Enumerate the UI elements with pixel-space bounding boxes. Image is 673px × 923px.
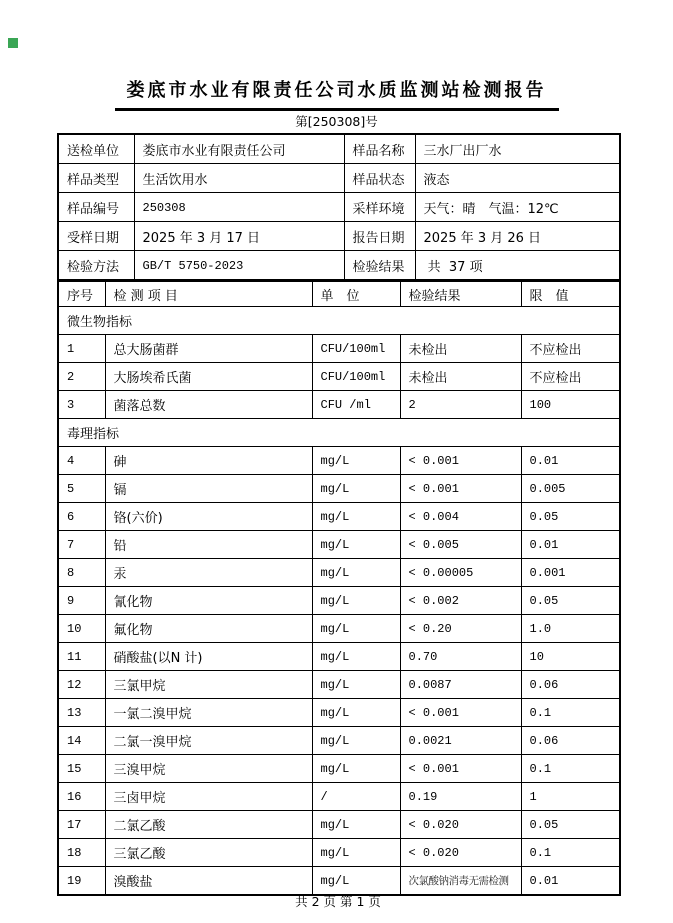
cell-text: 10 bbox=[67, 622, 82, 636]
cell-no bbox=[58, 391, 105, 419]
cell-text: 3 bbox=[67, 398, 75, 412]
cell-text: 13 bbox=[67, 706, 82, 720]
cell-text: 次氯酸钠消毒无需检测 bbox=[408, 875, 509, 887]
cell-text: 0.05 bbox=[529, 818, 559, 832]
cell-text: 0.01 bbox=[529, 538, 559, 552]
cell-limit bbox=[521, 615, 620, 643]
cell-text: mg/L bbox=[320, 678, 350, 692]
cell-no bbox=[58, 615, 105, 643]
info-label-cell bbox=[344, 193, 415, 222]
info-label-cell bbox=[344, 134, 415, 164]
cell-limit bbox=[521, 643, 620, 671]
cell-text: 4 bbox=[67, 454, 75, 468]
info-value-cell bbox=[415, 193, 620, 222]
table-row bbox=[58, 783, 620, 811]
cell-result bbox=[400, 363, 521, 391]
cell-text: 铬(六价) bbox=[113, 511, 163, 526]
report-number: 第[250308]号 bbox=[295, 114, 378, 129]
cell-text: CFU/100ml bbox=[320, 370, 386, 384]
cell-text: < 0.001 bbox=[408, 762, 459, 776]
cell-text: 受样日期 bbox=[67, 230, 120, 246]
cell-text: 未检出 bbox=[408, 343, 448, 358]
info-row bbox=[58, 193, 620, 222]
cell-item bbox=[105, 447, 312, 475]
cell-text: 2 bbox=[67, 370, 75, 384]
page-footer: 共 2 页 第 1 页 bbox=[295, 894, 381, 909]
cell-text: 生活饮用水 bbox=[142, 172, 208, 188]
info-value-cell bbox=[134, 251, 344, 281]
cell-text: < 0.004 bbox=[408, 510, 459, 524]
cell-unit bbox=[312, 727, 400, 755]
cell-limit bbox=[521, 531, 620, 559]
table-row bbox=[58, 363, 620, 391]
cell-text: 氰化物 bbox=[113, 595, 153, 610]
cell-item bbox=[105, 475, 312, 503]
info-label-cell bbox=[58, 193, 134, 222]
cell-no bbox=[58, 531, 105, 559]
cell-item bbox=[105, 727, 312, 755]
info-value-cell bbox=[415, 164, 620, 193]
cell-no bbox=[58, 475, 105, 503]
cell-text: 汞 bbox=[113, 567, 127, 582]
cell-text: 16 bbox=[67, 790, 82, 804]
cell-text: 0.001 bbox=[529, 566, 566, 580]
cell-limit bbox=[521, 811, 620, 839]
cell-item bbox=[105, 335, 312, 363]
cell-text: 6 bbox=[67, 510, 75, 524]
cell-result bbox=[400, 335, 521, 363]
cell-text: mg/L bbox=[320, 566, 350, 580]
cell-no bbox=[58, 503, 105, 531]
cell-text: 铅 bbox=[113, 539, 127, 554]
cell-item bbox=[105, 811, 312, 839]
cell-limit bbox=[521, 755, 620, 783]
cell-text: mg/L bbox=[320, 510, 350, 524]
cell-text: 二氯一溴甲烷 bbox=[113, 735, 192, 750]
header-no: 序号 bbox=[58, 281, 105, 307]
cell-unit bbox=[312, 447, 400, 475]
report-tables bbox=[57, 133, 619, 896]
cell-text: / bbox=[320, 790, 328, 804]
cell-result bbox=[400, 531, 521, 559]
cell-text: 总大肠菌群 bbox=[113, 343, 179, 358]
cell-text: 11 bbox=[67, 650, 82, 664]
table-row bbox=[58, 671, 620, 699]
cell-limit bbox=[521, 475, 620, 503]
info-value-cell bbox=[415, 251, 620, 281]
cell-text: mg/L bbox=[320, 818, 350, 832]
cell-text: 送检单位 bbox=[67, 143, 120, 159]
cell-unit bbox=[312, 783, 400, 811]
green-marker bbox=[8, 38, 18, 48]
cell-text: 检验结果 bbox=[352, 259, 405, 275]
table-row bbox=[58, 839, 620, 867]
header-limit: 限 值 bbox=[521, 281, 620, 307]
cell-text: CFU/100ml bbox=[320, 342, 386, 356]
cell-limit bbox=[521, 587, 620, 615]
cell-limit bbox=[521, 867, 620, 896]
cell-text: 0.005 bbox=[529, 482, 566, 496]
cell-no bbox=[58, 559, 105, 587]
info-value-cell bbox=[134, 222, 344, 251]
cell-result bbox=[400, 643, 521, 671]
cell-result bbox=[400, 699, 521, 727]
cell-text: 250308 bbox=[142, 200, 186, 215]
cell-text: mg/L bbox=[320, 706, 350, 720]
cell-limit bbox=[521, 671, 620, 699]
cell-item bbox=[105, 643, 312, 671]
cell-unit bbox=[312, 699, 400, 727]
info-label-cell bbox=[58, 164, 134, 193]
table-row bbox=[58, 587, 620, 615]
cell-limit bbox=[521, 559, 620, 587]
cell-item bbox=[105, 671, 312, 699]
cell-text: 天气：晴 气温：12℃ bbox=[423, 201, 559, 217]
cell-text: 0.05 bbox=[529, 510, 559, 524]
cell-text: < 0.001 bbox=[408, 454, 459, 468]
cell-text: 1.0 bbox=[529, 622, 552, 636]
cell-limit bbox=[521, 727, 620, 755]
cell-result bbox=[400, 811, 521, 839]
cell-text: 液态 bbox=[423, 172, 450, 188]
info-row bbox=[58, 164, 620, 193]
cell-text: 砷 bbox=[113, 455, 127, 470]
info-value-cell bbox=[134, 193, 344, 222]
cell-text: 不应检出 bbox=[529, 371, 582, 386]
cell-text: 未检出 bbox=[408, 371, 448, 386]
cell-result bbox=[400, 727, 521, 755]
cell-text: 14 bbox=[67, 734, 82, 748]
cell-limit bbox=[521, 391, 620, 419]
cell-no bbox=[58, 671, 105, 699]
cell-no bbox=[58, 643, 105, 671]
cell-text: mg/L bbox=[320, 762, 350, 776]
table-row bbox=[58, 727, 620, 755]
cell-no bbox=[58, 783, 105, 811]
cell-no bbox=[58, 363, 105, 391]
cell-text: mg/L bbox=[320, 846, 350, 860]
cell-text: < 0.001 bbox=[408, 482, 459, 496]
cell-item bbox=[105, 587, 312, 615]
cell-text: 18 bbox=[67, 846, 82, 860]
cell-limit bbox=[521, 363, 620, 391]
cell-limit bbox=[521, 699, 620, 727]
cell-unit bbox=[312, 587, 400, 615]
cell-text: 大肠埃希氏菌 bbox=[113, 371, 192, 386]
cell-text: 100 bbox=[529, 398, 552, 412]
section-row bbox=[58, 419, 620, 447]
cell-text: 一氯二溴甲烷 bbox=[113, 707, 192, 722]
cell-unit bbox=[312, 643, 400, 671]
section-label-cell bbox=[58, 307, 620, 335]
cell-item bbox=[105, 391, 312, 419]
header-result: 检验结果 bbox=[400, 281, 521, 307]
section-label-cell bbox=[58, 419, 620, 447]
cell-no bbox=[58, 727, 105, 755]
cell-unit bbox=[312, 559, 400, 587]
cell-text: CFU /ml bbox=[320, 398, 371, 412]
cell-text: 5 bbox=[67, 482, 75, 496]
table-row bbox=[58, 559, 620, 587]
cell-text: GB/T 5750-2023 bbox=[142, 258, 244, 273]
cell-text: 样品名称 bbox=[352, 143, 405, 159]
cell-no bbox=[58, 587, 105, 615]
cell-text: 0.0021 bbox=[408, 734, 452, 748]
cell-result bbox=[400, 587, 521, 615]
cell-no bbox=[58, 755, 105, 783]
cell-limit bbox=[521, 335, 620, 363]
cell-text: 三卤甲烷 bbox=[113, 791, 166, 806]
results-header-row bbox=[58, 281, 620, 307]
info-label-cell bbox=[58, 134, 134, 164]
cell-text: mg/L bbox=[320, 538, 350, 552]
cell-text: 报告日期 bbox=[352, 230, 405, 246]
table-row bbox=[58, 391, 620, 419]
cell-text: 0.06 bbox=[529, 678, 559, 692]
cell-item bbox=[105, 755, 312, 783]
cell-unit bbox=[312, 755, 400, 783]
cell-text: 不应检出 bbox=[529, 343, 582, 358]
table-row bbox=[58, 335, 620, 363]
cell-text: mg/L bbox=[320, 594, 350, 608]
cell-text: mg/L bbox=[320, 454, 350, 468]
cell-no bbox=[58, 839, 105, 867]
cell-unit bbox=[312, 867, 400, 896]
info-row bbox=[58, 222, 620, 251]
cell-result bbox=[400, 755, 521, 783]
cell-text: mg/L bbox=[320, 622, 350, 636]
cell-text: 7 bbox=[67, 538, 75, 552]
cell-text: 0.01 bbox=[529, 874, 559, 888]
cell-result bbox=[400, 867, 521, 896]
cell-unit bbox=[312, 839, 400, 867]
cell-unit bbox=[312, 391, 400, 419]
info-value-cell bbox=[134, 164, 344, 193]
cell-no bbox=[58, 867, 105, 896]
cell-text: 9 bbox=[67, 594, 75, 608]
cell-text: 样品类型 bbox=[67, 172, 120, 188]
cell-result bbox=[400, 783, 521, 811]
cell-text: 17 bbox=[67, 818, 82, 832]
cell-limit bbox=[521, 447, 620, 475]
cell-text: 镉 bbox=[113, 483, 127, 498]
info-label-cell bbox=[344, 222, 415, 251]
cell-text: 三氯乙酸 bbox=[113, 847, 166, 862]
table-row bbox=[58, 755, 620, 783]
cell-text: 检验方法 bbox=[67, 259, 120, 275]
cell-text: 微生物指标 bbox=[67, 315, 133, 330]
cell-text: 娄底市水业有限责任公司 bbox=[142, 143, 286, 159]
cell-item bbox=[105, 503, 312, 531]
table-row bbox=[58, 531, 620, 559]
info-row bbox=[58, 251, 620, 281]
cell-text: 0.01 bbox=[529, 454, 559, 468]
cell-item bbox=[105, 783, 312, 811]
cell-item bbox=[105, 531, 312, 559]
cell-no bbox=[58, 335, 105, 363]
cell-text: < 0.001 bbox=[408, 706, 459, 720]
report-title: 娄底市水业有限责任公司水质监测站检测报告 bbox=[115, 76, 559, 111]
cell-text: 2025 年 3 月 17 日 bbox=[142, 230, 261, 246]
cell-text: 8 bbox=[67, 566, 75, 580]
table-row bbox=[58, 699, 620, 727]
cell-unit bbox=[312, 363, 400, 391]
cell-text: 毒理指标 bbox=[67, 427, 120, 442]
cell-text: < 0.00005 bbox=[408, 566, 474, 580]
cell-text: 采样环境 bbox=[352, 201, 405, 217]
info-label-cell bbox=[344, 251, 415, 281]
cell-text: 0.1 bbox=[529, 846, 552, 860]
cell-text: < 0.20 bbox=[408, 622, 452, 636]
cell-unit bbox=[312, 671, 400, 699]
table-row bbox=[58, 643, 620, 671]
info-value-cell bbox=[415, 222, 620, 251]
cell-text: 10 bbox=[529, 650, 544, 664]
cell-result bbox=[400, 391, 521, 419]
cell-text: 15 bbox=[67, 762, 82, 776]
section-row bbox=[58, 307, 620, 335]
cell-text: 三氯甲烷 bbox=[113, 679, 166, 694]
cell-no bbox=[58, 699, 105, 727]
cell-text: 硝酸盐(以N 计) bbox=[113, 651, 203, 666]
table-row bbox=[58, 475, 620, 503]
cell-text: mg/L bbox=[320, 874, 350, 888]
cell-text: 0.0087 bbox=[408, 678, 452, 692]
cell-text: 菌落总数 bbox=[113, 399, 166, 414]
results-table bbox=[57, 280, 621, 896]
cell-result bbox=[400, 503, 521, 531]
cell-text: < 0.002 bbox=[408, 594, 459, 608]
table-row bbox=[58, 447, 620, 475]
cell-text: < 0.020 bbox=[408, 846, 459, 860]
cell-text: 0.1 bbox=[529, 706, 552, 720]
cell-text: 19 bbox=[67, 874, 82, 888]
cell-text: 三水厂出厂水 bbox=[423, 143, 502, 159]
cell-text: 1 bbox=[529, 790, 537, 804]
cell-text: mg/L bbox=[320, 734, 350, 748]
title-wrap bbox=[0, 76, 673, 111]
header-unit: 单 位 bbox=[312, 281, 400, 307]
cell-unit bbox=[312, 475, 400, 503]
cell-limit bbox=[521, 503, 620, 531]
cell-text: 2 bbox=[408, 398, 416, 412]
cell-text: 0.06 bbox=[529, 734, 559, 748]
cell-text: 0.70 bbox=[408, 650, 438, 664]
info-value-cell bbox=[415, 134, 620, 164]
cell-no bbox=[58, 447, 105, 475]
cell-result bbox=[400, 671, 521, 699]
cell-text: 共 37 项 bbox=[423, 259, 483, 275]
cell-text: 氟化物 bbox=[113, 623, 153, 638]
cell-text: 二氯乙酸 bbox=[113, 819, 166, 834]
cell-unit bbox=[312, 615, 400, 643]
sample-info-table bbox=[57, 133, 621, 281]
info-label-cell bbox=[58, 251, 134, 281]
cell-result bbox=[400, 839, 521, 867]
cell-limit bbox=[521, 783, 620, 811]
cell-limit bbox=[521, 839, 620, 867]
cell-no bbox=[58, 811, 105, 839]
cell-text: 三溴甲烷 bbox=[113, 763, 166, 778]
cell-text: 2025 年 3 月 26 日 bbox=[423, 230, 542, 246]
cell-text: < 0.005 bbox=[408, 538, 459, 552]
cell-text: 0.19 bbox=[408, 790, 438, 804]
cell-text: mg/L bbox=[320, 650, 350, 664]
cell-unit bbox=[312, 811, 400, 839]
cell-text: 样品编号 bbox=[67, 201, 120, 217]
cell-text: 1 bbox=[67, 342, 75, 356]
info-label-cell bbox=[58, 222, 134, 251]
cell-unit bbox=[312, 531, 400, 559]
cell-text: 溴酸盐 bbox=[113, 875, 153, 890]
cell-item bbox=[105, 615, 312, 643]
table-row bbox=[58, 867, 620, 896]
cell-text: 样品状态 bbox=[352, 172, 405, 188]
cell-item bbox=[105, 839, 312, 867]
cell-text: 0.1 bbox=[529, 762, 552, 776]
cell-text: 12 bbox=[67, 678, 82, 692]
info-label-cell bbox=[344, 164, 415, 193]
cell-text: mg/L bbox=[320, 482, 350, 496]
cell-item bbox=[105, 699, 312, 727]
cell-item bbox=[105, 559, 312, 587]
info-value-cell bbox=[134, 134, 344, 164]
header-item: 检 测 项 目 bbox=[105, 281, 312, 307]
table-row bbox=[58, 503, 620, 531]
table-row bbox=[58, 811, 620, 839]
cell-item bbox=[105, 867, 312, 896]
info-row bbox=[58, 134, 620, 164]
cell-text: 0.05 bbox=[529, 594, 559, 608]
cell-result bbox=[400, 447, 521, 475]
cell-result bbox=[400, 615, 521, 643]
cell-text: < 0.020 bbox=[408, 818, 459, 832]
cell-item bbox=[105, 363, 312, 391]
cell-result bbox=[400, 475, 521, 503]
table-row bbox=[58, 615, 620, 643]
cell-unit bbox=[312, 503, 400, 531]
cell-unit bbox=[312, 335, 400, 363]
cell-result bbox=[400, 559, 521, 587]
